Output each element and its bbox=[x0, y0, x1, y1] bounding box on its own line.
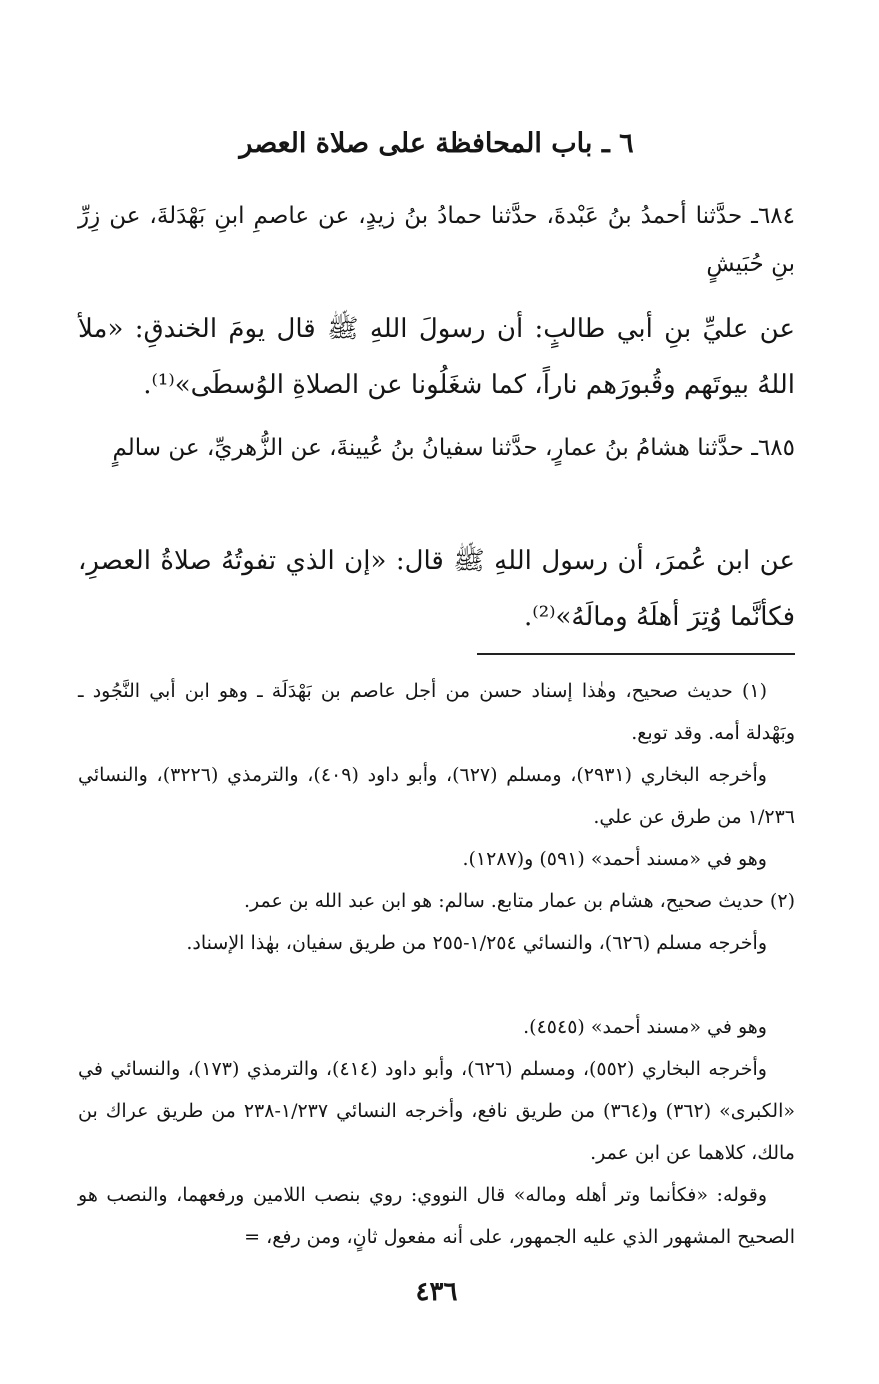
footnote-2-nawawi: وقوله: «فكأنما وتر أهله وماله» قال النووي: روي بنصب اللامين ورفعهما، والنصب هو الصحيح المشهور الذي عليه الجمهور، على أنه مفعول ثانٍ، ومن رفع، = bbox=[78, 1184, 795, 1248]
footnote-2-takhrij-more: وأخرجه البخاري (٥٥٢)، ومسلم (٦٢٦)، وأبو داود (٤١٤)، والترمذي (١٧٣)، والنسائي في «الكبرى» (٣٦٢) و(٣٦٤) من طريق نافع، وأخرجه النسائي ١/٢٣٧-٢٣٨ من طريق عراك بن مالك، كلاهما عن ابن عمر. bbox=[78, 1058, 795, 1164]
footnote-1-takhrij: وأخرجه البخاري (٢٩٣١)، ومسلم (٦٢٧)، وأبو داود (٤٠٩)، والترمذي (٣٢٢٦)، والنسائي ١/٢٣٦ من طرق عن علي. bbox=[78, 764, 795, 828]
hadith-685-isnad: ٦٨٥ـ حدَّثنا هشامُ بنُ عمارٍ، حدَّثنا سفيانُ بنُ عُيينةَ، عن الزُّهريِّ، عن سالمٍ bbox=[112, 435, 795, 461]
hadith-685-matn: عن ابن عُمرَ، أن رسول اللهِ ﷺ قال: «إن الذي تفوتُهُ صلاةُ العصرِ، فكأنَّما وُتِرَ أهلَهُ ومالَهُ»⁽²⁾. bbox=[78, 546, 795, 632]
hadith-684-matn: عن عليِّ بنِ أبي طالبٍ: أن رسولَ اللهِ ﷺ قال يومَ الخندقِ: «ملأ اللهُ بيوتَهم وقُبورَهم ناراً، كما شغَلُونا عن الصلاةِ الوُسطَى»⁽¹⁾. bbox=[78, 314, 795, 400]
footnote-2-musnad: وهو في «مسند أحمد» (٤٥٤٥). bbox=[523, 1016, 767, 1038]
footnote-2-takhrij: وأخرجه مسلم (٦٢٦)، والنسائي ١/٢٥٤-٢٥٥ من طريق سفيان، بهٰذا الإسناد. bbox=[186, 932, 767, 954]
footnote-separator bbox=[477, 653, 795, 655]
chapter-title: ٦ ـ باب المحافظة على صلاة العصر bbox=[239, 128, 634, 159]
footnote-1-musnad: وهو في «مسند أحمد» (٥٩١) و(١٢٨٧). bbox=[462, 848, 767, 870]
book-page bbox=[78, 0, 795, 1384]
footnote-1-text: (١) حديث صحيح، وهٰذا إسناد حسن من أجل عاصم بن بَهْدَلَة ـ وهو ابن أبي النَّجُود ـ وبَهْدلة أمه. وقد توبع. bbox=[78, 680, 795, 744]
hadith-684-isnad: ٦٨٤ـ حدَّثنا أحمدُ بنُ عَبْدةَ، حدَّثنا حمادُ بنُ زيدٍ، عن عاصمِ ابنِ بَهْدَلةَ، عن زِرِّ بنِ حُبَيشٍ bbox=[78, 203, 795, 277]
page-number: ٤٣٦ bbox=[415, 1277, 458, 1307]
footnote-2-text: (٢) حديث صحيح، هشام بن عمار متابع. سالم: هو ابن عبد الله بن عمر. bbox=[243, 890, 795, 912]
